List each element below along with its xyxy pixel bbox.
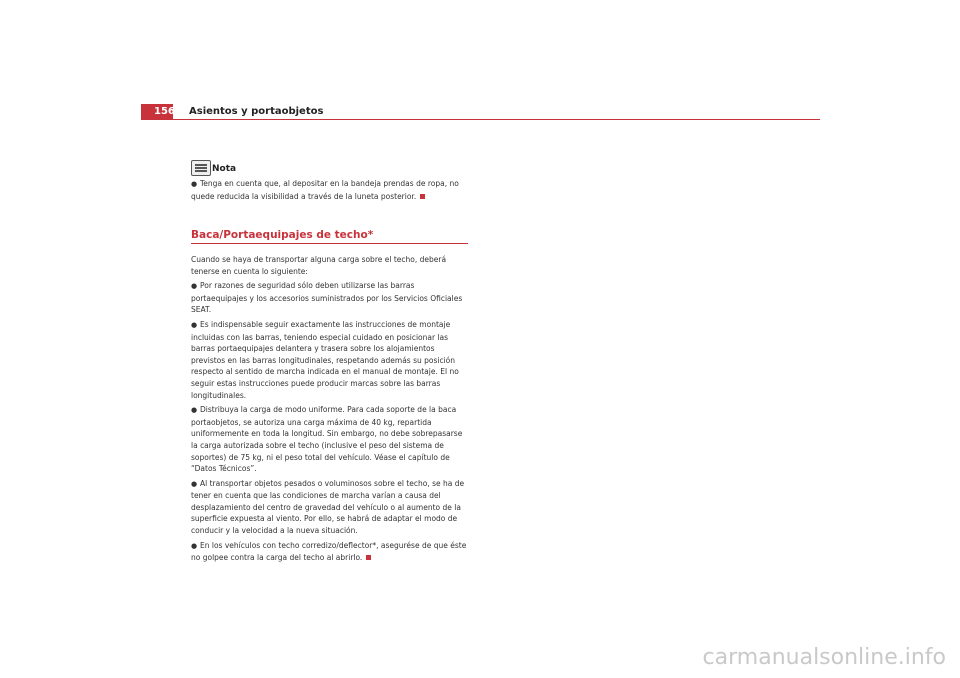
note-text: Tenga en cuenta que, al depositar en la bandeja prendas de ropa, no quede reducida la visibilidad a través de la luneta posterior. <box>191 179 459 201</box>
note-icon <box>191 160 211 176</box>
note-label: Nota <box>212 164 237 174</box>
note-body <box>191 178 471 202</box>
bullet-icon: ● <box>191 479 198 488</box>
list-item: ● Es indispensable seguir exactamente las instrucciones de montaje incluidas con las barras, teniendo especial cuidado en posicionar las barras portaequipajes delantera y trasera sobre los alojamientos previstos en las barras longitudinales, respetando además su posición respecto al sentido de marcha indicada en el manual de montaje. El no seguir estas instrucciones puede producir marcas sobre las barras longitudinales. <box>191 319 459 400</box>
header-divider <box>141 119 820 120</box>
section-divider <box>191 243 468 244</box>
section-title: Baca/Portaequipajes de techo* <box>191 229 374 241</box>
page-header-title: Asientos y portaobjetos <box>189 106 324 117</box>
end-mark-icon <box>366 555 371 560</box>
bullet-icon: ● <box>191 282 198 291</box>
list-item: ● Al transportar objetos pesados o voluminosos sobre el techo, se ha de tener en cuenta que las condiciones de marcha varían a causa del desplazamiento del centro de gravedad del vehículo o al aumento de la superficie expuesta al viento. Por ello, se habrá de adaptar el modo de conducir y la velocidad a la nueva situación. <box>191 478 465 536</box>
page-number: 156 <box>141 104 173 120</box>
bullet-icon: ● <box>191 406 198 415</box>
section-body <box>191 254 471 564</box>
section-intro: Cuando se haya de transportar alguna carga sobre el techo, deberá tenerse en cuenta lo siguiente: <box>191 255 447 276</box>
end-mark-icon <box>420 194 425 199</box>
bullet-icon: ● <box>191 180 198 188</box>
bullet-icon: ● <box>191 541 198 550</box>
list-item: ● En los vehículos con techo corredizo/deflector*, asegurése de que éste no golpee contra la carga del techo al abrirlo. <box>191 540 467 563</box>
bullet-icon: ● <box>191 320 198 329</box>
list-item: ● Por razones de seguridad sólo deben utilizarse las barras portaequipajes y los accesorios suministrados por los Servicios Oficiales SEAT. <box>191 281 463 315</box>
list-item: ● Distribuya la carga de modo uniforme. Para cada soporte de la baca portaobjetos, se autoriza una carga máxima de 40 kg, repartida uniformemente en toda la longitud. Sin embargo, no debe sobrepasarse la carga autorizada sobre el techo (inclusive el peso del sistema de soportes) de 75 kg, ni el peso total del vehículo. Véase el capítulo de “Datos Técnicos”. <box>191 405 463 474</box>
watermark: carmanualsonline.info <box>702 645 946 670</box>
